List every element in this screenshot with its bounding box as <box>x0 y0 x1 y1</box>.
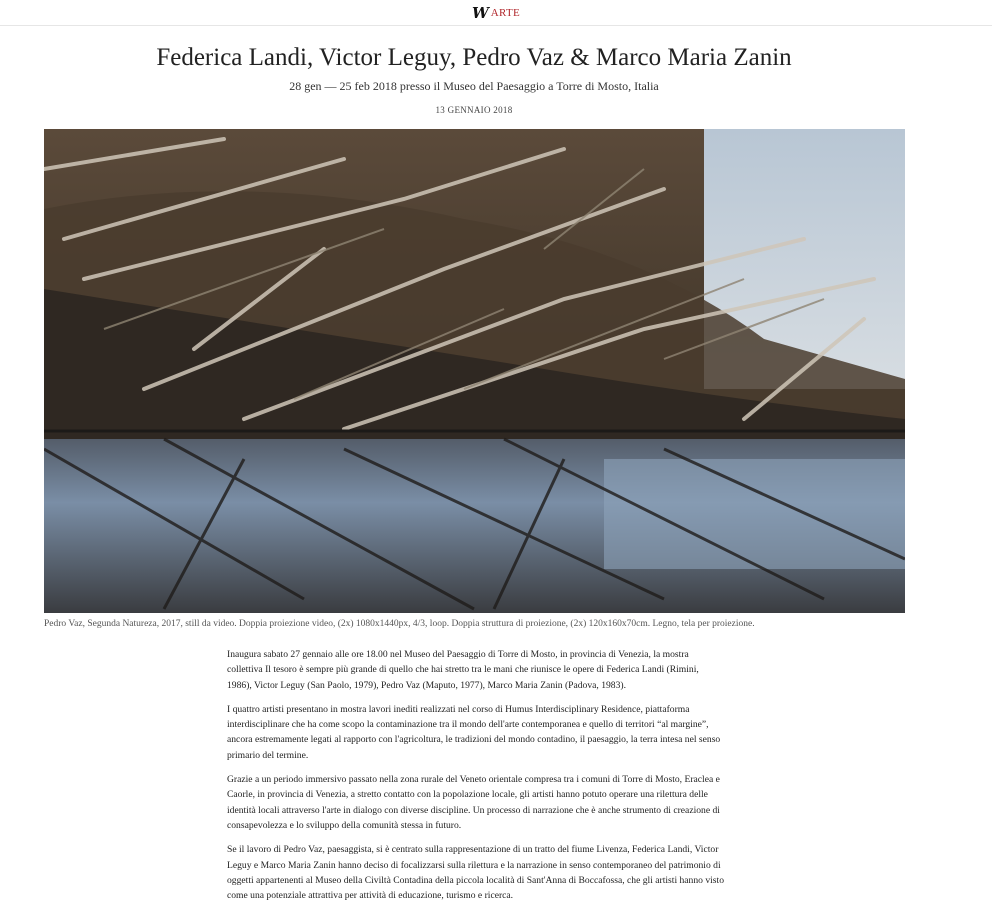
landscape-photo <box>44 129 905 613</box>
article-paragraph: Se il lavoro di Pedro Vaz, paesaggista, si è centrato sulla rappresentazione di un tratto del fiume Livenza, Federica Landi, Victor Leguy e Marco Maria Zanin hanno deciso di focalizzarsi sulla rilettura e la narrazione in senso contemporaneo del patrimonio di oggetti appartenenti al Museo della Civiltà Contadina della piccola località di Sant'Anna di Boccafossa, che gli artisti hanno visto come una potenziale attrattiva per attività di educazione, turismo e ricerca. <box>227 844 725 902</box>
article-subtitle: 28 gen — 25 feb 2018 presso il Museo del Paesaggio a Torre di Mosto, Italia <box>289 79 659 93</box>
article-body <box>227 647 725 912</box>
image-caption: Pedro Vaz, Segunda Natureza, 2017, still da video. Doppia proiezione video, (2x) 1080x1440px, 4/3, loop. Doppia struttura di proiezione, (2x) 120x160x70cm. Legno, tela per proiezione. <box>44 619 755 629</box>
article-title: Federica Landi, Victor Leguy, Pedro Vaz & Marco Maria Zanin <box>156 44 792 71</box>
article-hero-image <box>44 129 905 613</box>
top-bar <box>0 0 992 26</box>
publish-date: 13 GENNAIO 2018 <box>435 105 513 115</box>
site-logo[interactable]: W <box>471 3 487 22</box>
section-link-arte[interactable]: ARTE <box>490 6 521 19</box>
article-paragraph: Inaugura sabato 27 gennaio alle ore 18.00 nel Museo del Paesaggio di Torre di Mosto, in provincia di Venezia, la mostra collettiva Il tesoro è sempre più grande di quello che hai stretto tra le mani che riunisce le opere di Federica Landi (Rimini, 1986), Victor Leguy (San Paolo, 1979), Pedro Vaz (Maputo, 1977), Marco Maria Zanin (Padova, 1983). <box>227 649 699 691</box>
article-paragraph: I quattro artisti presentano in mostra lavori inediti realizzati nel corso di Humus Interdisciplinary Residence, piattaforma interdisciplinare che ha come scopo la contaminazione tra il mondo dell'arte contemporanea e quello di territori “al margine”, ancora estremamente legati al rapporto con l'agricoltura, le tradizioni del mondo contadino, il paesaggio, la terra intesa nel senso primario del termine. <box>227 703 721 761</box>
article-paragraph: Grazie a un periodo immersivo passato nella zona rurale del Veneto orientale compresa tra i comuni di Torre di Mosto, Eraclea e Caorle, in provincia di Venezia, a stretto contatto con la popolazione locale, gli artisti hanno potuto operare una rilettura delle identità locali attraverso l'arte in dialogo con diverse discipline. Un processo di narrazione che è anche strumento di creazione di consapevolezza e lo sviluppo della comunità stessa in futuro. <box>227 774 720 831</box>
brand[interactable] <box>472 4 520 22</box>
